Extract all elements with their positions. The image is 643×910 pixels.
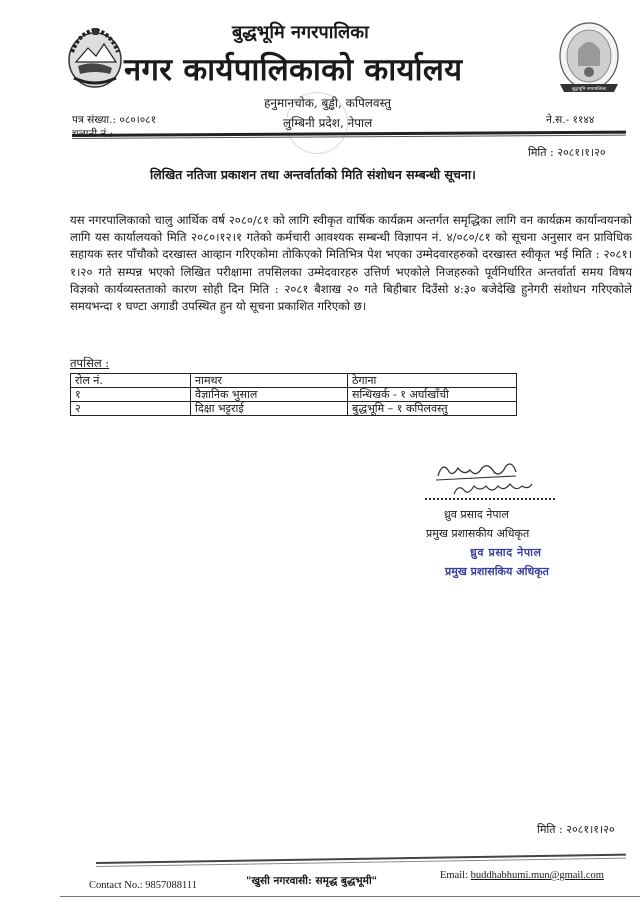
cell-roll: १ xyxy=(71,388,191,402)
column-header-roll: रोल नं. xyxy=(71,374,191,388)
municipality-name: बुद्धभूमि नगरपालिका xyxy=(232,22,369,43)
cell-address: सन्धिखर्क - १ अर्घाखाँची xyxy=(348,388,517,402)
office-name: नगर कार्यपालिकाको कार्यालय xyxy=(124,52,463,88)
details-label: तपसिल : xyxy=(70,356,110,370)
address-line-1: हनुमानचोक, बुड्ढी, कपिलवस्तु xyxy=(264,96,392,110)
table-header-row xyxy=(71,374,517,388)
cell-roll: २ xyxy=(71,402,191,416)
office-stamp-icon xyxy=(286,92,348,154)
contact-number: Contact No.: 9857088111 xyxy=(89,880,198,891)
candidates-table xyxy=(70,373,517,416)
column-header-address: ठेगाना xyxy=(348,374,517,388)
officer-name: ध्रुव प्रसाद नेपाल xyxy=(444,508,509,521)
email-link[interactable]: buddhabhumi.mun@gmail.com xyxy=(470,870,604,881)
email-label: Email: xyxy=(440,870,471,881)
address-line-2: लुम्बिनी प्रदेश, नेपाल xyxy=(283,116,373,130)
nepal-government-emblem xyxy=(66,26,124,90)
nepal-sambat-year: ने.स.- ११४४ xyxy=(546,114,595,126)
stamp-officer-title: प्रमुख प्रशासकिय अधिकृत xyxy=(445,565,549,578)
logo-banner-text: बुद्धभूमि नगरपालिका xyxy=(571,87,607,92)
municipality-logo-icon xyxy=(556,20,622,100)
notice-date: मिति : २०८१।१।२० xyxy=(528,146,606,159)
stamp-officer-name: ध्रुव प्रसाद नेपाल xyxy=(470,546,542,559)
cell-name: दिक्षा भट्टराई xyxy=(191,402,348,416)
notice-subject: लिखित नतिजा प्रकाशन तथा अन्तर्वार्ताको मिति संशोधन सम्बन्धी सूचना। xyxy=(150,167,476,182)
table-row xyxy=(71,388,517,402)
reference-number: पत्र संख्या.: ०८०।०८१ xyxy=(72,114,157,126)
table-row xyxy=(71,402,517,416)
cell-address: बुद्धभूमि – १ कपिलवस्तु xyxy=(348,402,517,416)
footer-bottom-line xyxy=(60,896,640,897)
notice-body: यस नगरपालिकाको चालु आर्थिक वर्ष २०८०/८१ को लागि स्वीकृत वार्षिक कार्यक्रम अन्तर्गत समृद्धिका लागि वन कार्यक्रम कार्यान्वयनको लागि यस कार्यालयको मिति २०८०।१२।१ गतेको कर्मचारी आवश्यक सम्बन्धी विज्ञापन नं. ४/०८०/८१ को सूचना अनुसार वन प्राविधिक सहायक स्तर पाँचौको दरखास्त आव्हान गरिएकोमा तोकिएको मितिभित्र पेश भएका उम्मेदवारहरुको दरखास्त स्वीकृत भई मिति : २०८१।१।२० गते सम्पन्न भएको लिखित परीक्षामा तपसिलका उम्मेदवारहरु उत्तिर्ण भएकोले निजहरुको पूर्वनिर्धारित अन्तर्वार्ता समय विषय विज्ञको कार्यव्यस्तताको कारण सोही दिन मिति : २०८१ बैशाख २० गते बिहीबार दिउँसो ४:३० बजेदेखि हुनेगरी संशोधन गरिएकोले समयभन्दा १ घण्टा अगाडी उपस्थित हुन यो सूचना प्रकाशित गरिएको छ। xyxy=(70,213,632,314)
slogan: "खुसी नगरवासी: समृद्ध बुद्धभूमी" xyxy=(246,875,378,887)
closing-date: मिति : २०८१।१।२० xyxy=(537,823,615,836)
email-block xyxy=(440,870,604,881)
column-header-name: नामथर xyxy=(191,374,348,388)
cell-name: वैज्ञानिक भुसाल xyxy=(191,388,348,402)
officer-title: प्रमुख प्रशासकीय अधिकृत xyxy=(426,527,530,540)
signature-line xyxy=(425,498,555,500)
